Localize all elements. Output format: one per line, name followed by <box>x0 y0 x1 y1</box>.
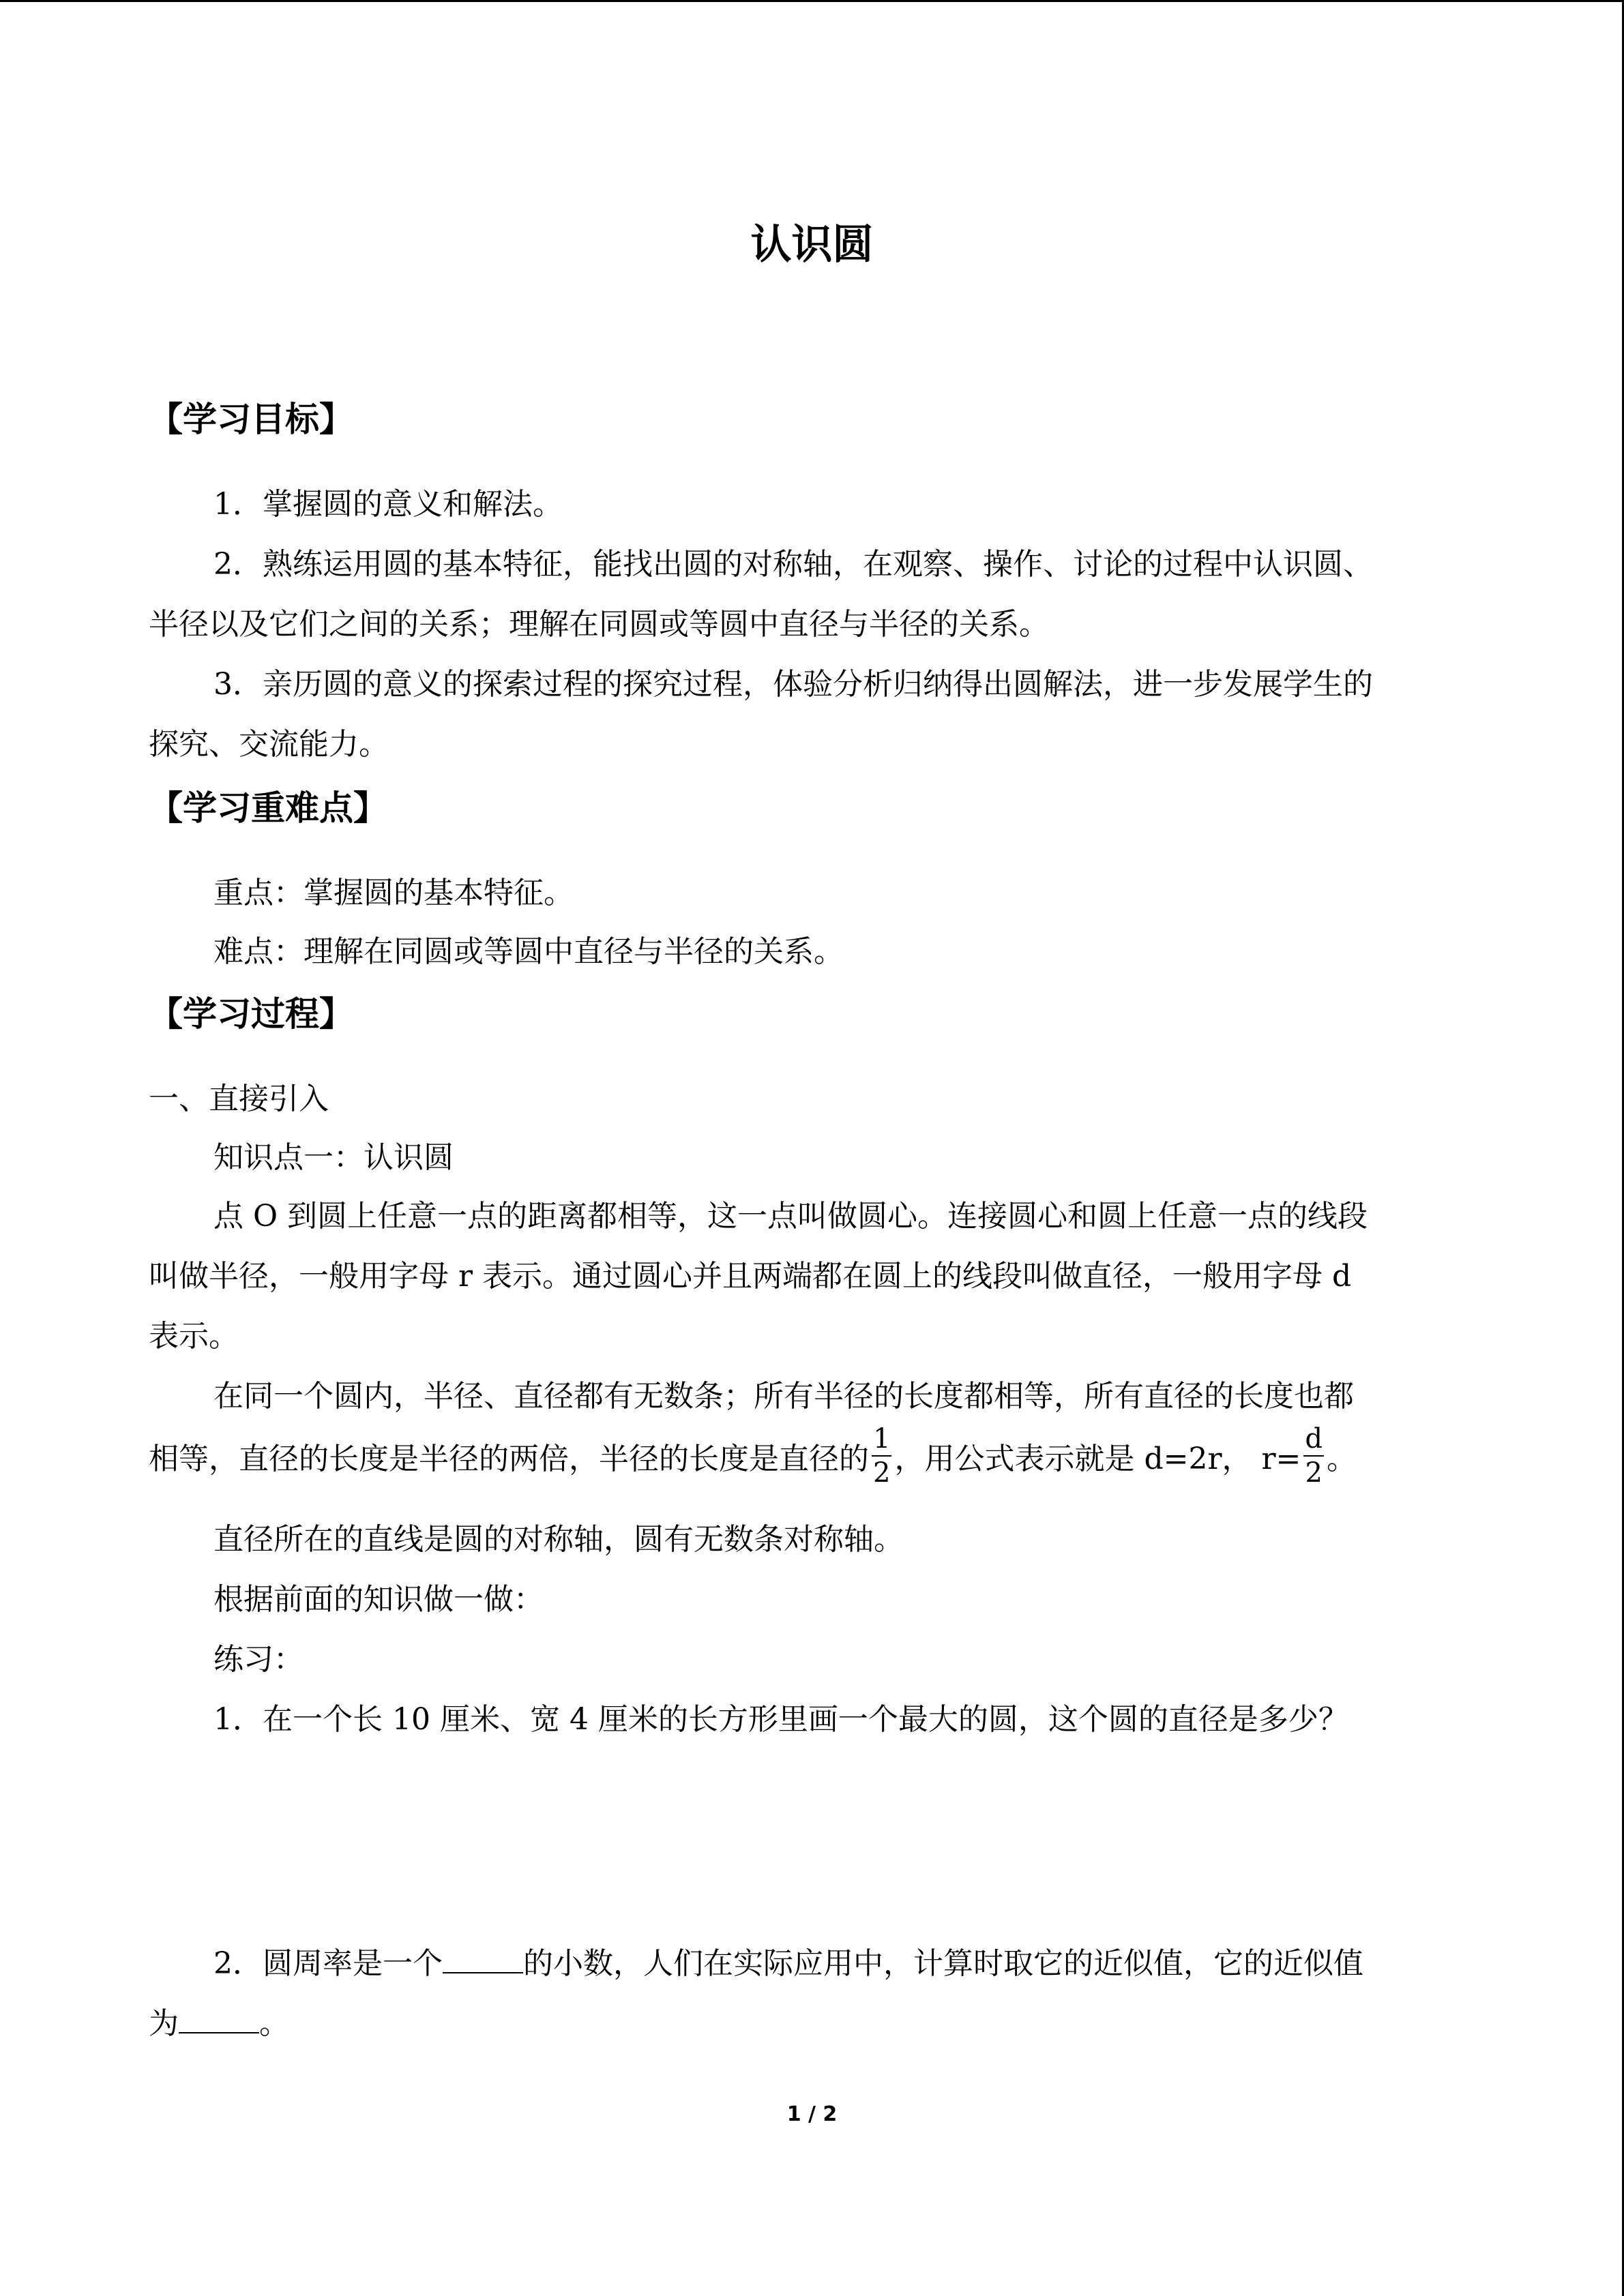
paragraph-1-line-1: 点 O 到圆上任意一点的距离都相等，这一点叫做圆心。连接圆心和圆上任意一点的线段 <box>213 1199 1368 1234</box>
page-title: 认识圆 <box>750 221 874 269</box>
paragraph-2-text-b: ，用公式表示就是 d=2r， r= <box>894 1442 1301 1476</box>
paragraph-2-text-a: 相等，直径的长度是半径的两倍，半径的长度是直径的 <box>149 1442 869 1476</box>
question-2-text-b: 的小数，人们在实际应用中，计算时取它的近似值，它的近似值 <box>523 1946 1363 1981</box>
knowledge-point-1: 知识点一：认识圆 <box>213 1140 454 1175</box>
goal-item-2-line-2: 半径以及它们之间的关系；理解在同圆或等圆中直径与半径的关系。 <box>149 607 1049 642</box>
section-heading-key-points: 【学习重难点】 <box>149 788 387 828</box>
question-2-text-d: 。 <box>259 2006 289 2041</box>
fraction-one-half <box>872 1425 891 1487</box>
fraction-denominator: 2 <box>873 1457 891 1489</box>
fraction-d-over-2 <box>1303 1425 1324 1487</box>
question-2-text-a: 2．圆周率是一个 <box>213 1946 443 1981</box>
fraction-numerator: d <box>1303 1425 1324 1457</box>
paragraph-3: 直径所在的直线是圆的对称轴，圆有无数条对称轴。 <box>213 1522 904 1557</box>
paragraph-4: 根据前面的知识做一做： <box>213 1582 544 1617</box>
paragraph-1-line-3: 表示。 <box>149 1319 239 1354</box>
key-point-difficulty: 难点：理解在同圆或等圆中直径与半径的关系。 <box>213 934 844 969</box>
answer-blank[interactable] <box>179 2005 259 2033</box>
key-point-focus: 重点：掌握圆的基本特征。 <box>213 876 574 910</box>
question-2-text-c: 为 <box>149 2006 179 2041</box>
fraction-numerator: 1 <box>872 1425 891 1457</box>
section-heading-process: 【学习过程】 <box>149 994 353 1034</box>
goal-item-3-line-2: 探究、交流能力。 <box>149 727 389 762</box>
page-number: 1 / 2 <box>786 2102 838 2126</box>
goal-item-3-line-1: 3．亲历圆的意义的探索过程的探究过程，体验分析归纳得出圆解法，进一步发展学生的 <box>213 667 1373 702</box>
section-heading-goals: 【学习目标】 <box>149 400 353 439</box>
goal-item-1: 1．掌握圆的意义和解法。 <box>213 487 563 522</box>
answer-blank[interactable] <box>443 1945 523 1973</box>
paragraph-2-text-c: 。 <box>1327 1442 1357 1476</box>
paragraph-2-line-1: 在同一个圆内，半径、直径都有无数条；所有半径的长度都相等，所有直径的长度也都 <box>213 1379 1354 1414</box>
practice-label: 练习： <box>213 1642 304 1677</box>
process-part-1: 一、直接引入 <box>149 1082 329 1116</box>
fraction-denominator: 2 <box>1305 1457 1323 1489</box>
practice-question-2-line-1 <box>213 1939 1363 1982</box>
practice-question-2-line-2 <box>149 1999 289 2042</box>
goal-item-2-line-1: 2．熟练运用圆的基本特征，能找出圆的对称轴，在观察、操作、讨论的过程中认识圆、 <box>213 547 1373 582</box>
paragraph-2-line-2 <box>149 1415 1357 1497</box>
paragraph-1-line-2: 叫做半径，一般用字母 r 表示。通过圆心并且两端都在圆上的线段叫做直径，一般用字母 d <box>149 1259 1352 1294</box>
practice-question-1: 1．在一个长 10 厘米、宽 4 厘米的长方形里画一个最大的圆，这个圆的直径是多少？ <box>213 1702 1348 1737</box>
